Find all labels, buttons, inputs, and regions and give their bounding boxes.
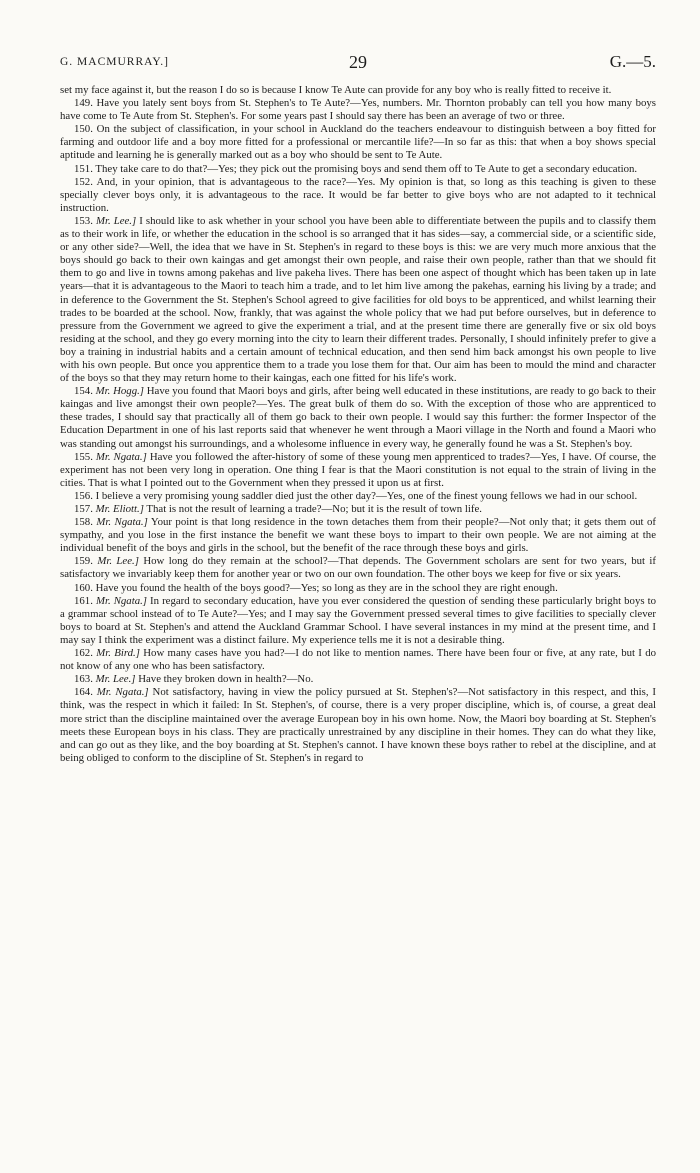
evidence-paragraph xyxy=(60,97,656,123)
evidence-paragraph xyxy=(60,555,656,581)
paragraph-text: How many cases have you had?—I do not like to mention names. There have been four or five, at any rate, but I do not know of any one who has been satisfactory. xyxy=(60,647,657,673)
question-number: 163. xyxy=(74,673,93,686)
paragraph-text: Not satisfactory, having in view the policy pursued at St. Stephen's?—Not satisfactory in this respect, and this, I think, was the respect in which it failed: In St. Stephen's, of course, there is a very proper discipline, which is, of course, a great deal more strict than the discipline maintained over the average European boy in his own home. Now, the Maori boy boarding at St. Stephen's meets these European boys in his class. They are practically unrestrained by any discipline in their homes. They can do what they like, and can go out as they like, and the boy boarding at St. Stephen's cannot. I have known these boys rather to rebel at the discipline, and at being obliged to conform to the discipline of St. Stephen's in regard to xyxy=(60,686,657,764)
evidence-paragraph xyxy=(60,385,656,450)
evidence-paragraph xyxy=(60,582,656,595)
page-number: 29 xyxy=(349,52,367,72)
speaker-name: Mr. Ngata.] xyxy=(95,450,147,463)
paragraph-text: In regard to secondary education, have you ever considered the question of sending these particularly bright boys to a grammar school instead of to Te Aute?—Yes; and I may say the Government pressed several times to give facilities to specially clever boys to board at St. Stephen's and attend the Auckland Grammar School. I have several instances in my mind at the present time, and I may say I think the experiment was a distinct failure. My experience tells me it is not a desirable thing. xyxy=(60,594,656,646)
question-number: 155. xyxy=(74,450,93,463)
question-number: 150. xyxy=(74,123,93,136)
question-number: 152. xyxy=(74,175,93,188)
paragraph-text: I believe a very promising young saddler died just the other day?—Yes, one of the finest young fellows we had in our school. xyxy=(95,489,638,502)
evidence-body xyxy=(60,84,656,765)
paper-reference: G.—5. xyxy=(609,52,656,71)
evidence-paragraph xyxy=(60,595,656,647)
question-number: 160. xyxy=(74,581,93,594)
speaker-name: Mr. Ngata.] xyxy=(96,686,149,699)
speaker-name: Mr. Lee.] xyxy=(95,673,136,686)
paragraph-text: How long do they remain at the school?—That depends. The Government scholars are sent for two years, but if satisfactory we invariably keep them for another year or two on our own foundation. The other boys we keep for five or six years. xyxy=(60,555,657,581)
paragraph-text: Have you lately sent boys from St. Stephen's to Te Aute?—Yes, numbers. Mr. Thornton probably can tell you how many boys have come to Te Aute from St. Stephen's. For some years past I should say there has been an average of two or three. xyxy=(60,97,657,123)
evidence-paragraph xyxy=(60,516,656,555)
speaker-name: Mr. Bird.] xyxy=(96,647,140,660)
question-number: 151. xyxy=(74,162,93,175)
question-number: 149. xyxy=(74,97,93,110)
paragraph-text: Have you followed the after-history of some of these young men apprenticed to trades?—Yes, I have. Of course, the experiment has not been very long in operation. One thing I fear is that the Maori constitution is not equal to the strain of living in the cities. That is what I pointed out to the Government when they pressed it upon us at first. xyxy=(60,450,657,489)
evidence-paragraph xyxy=(60,451,656,490)
evidence-paragraph xyxy=(60,647,656,673)
evidence-paragraph xyxy=(60,490,656,503)
question-number: 154. xyxy=(74,385,93,398)
question-number: 156. xyxy=(74,489,93,502)
paragraph-text: I should like to ask whether in your school you have been able to differentiate between the pupils and to classify them as to their work in life, or whether the education in the school is so arranged that it has sides—say, a commercial side, or a scientific side, or any other side?—Well, the idea that we have in St. Stephen's in regard to these boys is this: we are very much more anxious that the boys should go back to their own kaingas and get amongst their own people, and raise their own people, rather than that we should fit them to go and live in towns among pakehas and live pakeha lives. There has been one aspect of thought which has been taken up in late years—that it is advantageous to the Maori to teach him a trade, and to let him live among the pakehas, earning his living by a trade; and in deference to the Government the St. Stephen's School agreed to give facilities for old boys to be apprenticed, and whilst learning their trades to be boarded at the school. Now, frankly, that was against the whole policy that we had put before ourselves, but in deference to pressure from the Government we agreed to give the experiment a trial, and at the present time there are generally five or six old boys residing at the school, and they go every morning into the city to learn their different trades. Personally, I should infinitely prefer to give a boy a training in industrial habits and a certain amount of technical education, and then send him back amongst his own people to live with his own people. But once you apprentice them to a trade you lose them for that. Our aim has been to mould the mind and character of the boys so that they may return home to their kaingas, each one fitted for his life's work. xyxy=(60,214,657,385)
question-number: 159. xyxy=(74,555,93,568)
paragraph-text: Have you found the health of the boys good?—Yes; so long as they are in the school they are right enough. xyxy=(95,581,558,594)
evidence-paragraph xyxy=(60,686,656,765)
evidence-paragraph xyxy=(60,84,656,97)
question-number: 164. xyxy=(74,686,93,699)
evidence-paragraph xyxy=(60,123,656,162)
question-number: 158. xyxy=(74,516,93,529)
header-witness-name: G. MACMURRAY.] xyxy=(60,56,169,68)
evidence-paragraph xyxy=(60,215,656,385)
speaker-name: Mr. Hogg.] xyxy=(95,385,144,398)
question-number: 153. xyxy=(74,214,93,227)
speaker-name: Mr. Ngata.] xyxy=(96,516,148,529)
paragraph-text: On the subject of classification, in your school in Auckland do the teachers endeavour to distinguish between a boy fitted for farming and outdoor life and a boy more fitted for a professional or mercantile life?—In so far as this: that when a boy shows special aptitude and learning he is generally marked out as a boy who should be sent to Te Aute. xyxy=(60,123,656,162)
question-number: 157. xyxy=(74,503,93,515)
speaker-name: Mr. Lee.] xyxy=(97,555,139,568)
document-page xyxy=(60,52,656,765)
evidence-paragraph xyxy=(60,503,656,516)
question-number: 161. xyxy=(74,594,93,607)
speaker-name: Mr. Eliott.] xyxy=(95,503,144,515)
paragraph-text: set my face against it, but the reason I do so is because I know Te Aute can provide for any boy who is really fitted to receive it. xyxy=(60,84,612,96)
evidence-paragraph xyxy=(60,176,656,215)
paragraph-text: Have you found that Maori boys and girls, after being well educated in these institutions, are ready to go back to their kaingas and live amongst their own people?—Yes. The great bulk of them do so. With the exception of those who are apprenticed to these trades, I should say that practically all of them go back to their own people. I would say this further: the former Inspector of the Education Department in one of his last reports said that whenever he went through a Maori village in the North and found a Maori who was standing out amongst his surroundings, and a wholesome influence in every way, he generally found he was a St. Stephen's boy. xyxy=(60,385,656,450)
evidence-paragraph xyxy=(60,163,656,176)
paragraph-text: They take care to do that?—Yes; they pick out the promising boys and send them off to Te Aute to get a secondary education. xyxy=(95,162,638,175)
paragraph-text: And, in your opinion, that is advantageous to the race?—Yes. My opinion is that, so long as this teaching is given to these specially clever boys only, it is advantageous to the race. It would be far better to give boys who are not adapted to it technical instruction. xyxy=(60,175,656,214)
paragraph-text: Your point is that long residence in the town detaches them from their people?—Not only that; it gets them out of sympathy, and you lose in the first instance the benefit we want these boys to impart to their own people. We are not aiming at the individual benefit of the boys and girls in the school, but the benefit of the race through these boys and girls. xyxy=(60,516,656,555)
speaker-name: Mr. Ngata.] xyxy=(95,594,147,607)
question-number: 162. xyxy=(74,647,93,660)
paragraph-text: That is not the result of learning a trade?—No; but it is the result of town life. xyxy=(146,503,482,515)
page-header xyxy=(60,52,656,74)
speaker-name: Mr. Lee.] xyxy=(95,214,137,227)
evidence-paragraph xyxy=(60,673,656,686)
paragraph-text: Have they broken down in health?—No. xyxy=(138,673,314,686)
